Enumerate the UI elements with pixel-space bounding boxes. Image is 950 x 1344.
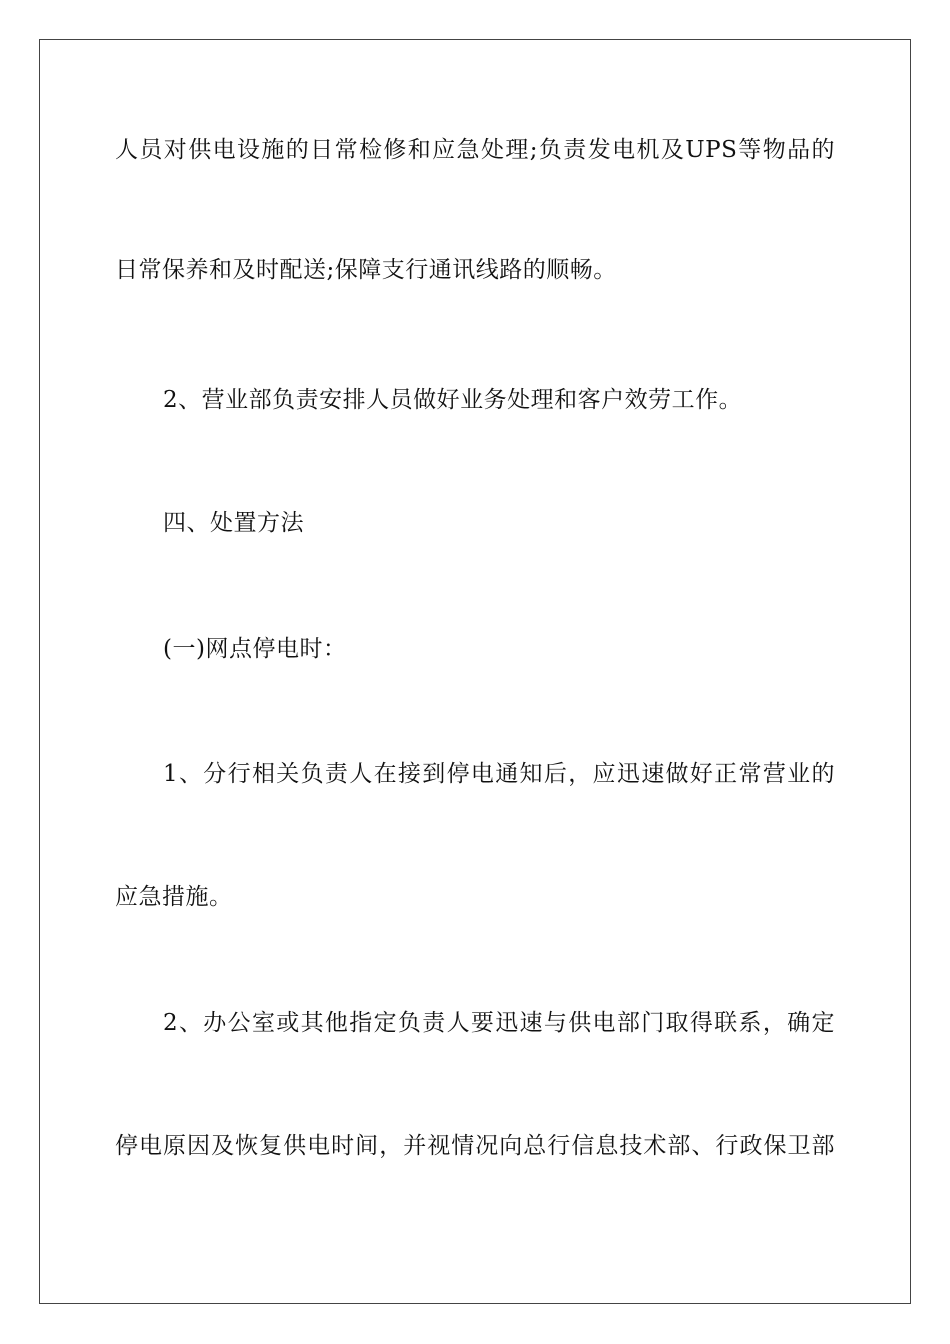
text-line-7: 应急措施。 [115,884,233,910]
page-frame [39,39,911,1304]
text-line-3: 2、营业部负责安排人员做好业务处理和客户效劳工作。 [163,387,743,413]
text-line-8: 2、办公室或其他指定负责人要迅速与供电部门取得联系，确定 [163,1010,835,1036]
subsection-heading: (一)网点停电时： [163,636,347,662]
text-line-9: 停电原因及恢复供电时间，并视情况向总行信息技术部、行政保卫部 [115,1133,835,1159]
text-line-6: 1、分行相关负责人在接到停电通知后，应迅速做好正常营业的 [163,761,835,787]
text-line-1: 人员对供电设施的日常检修和应急处理;负责发电机及UPS等物品的 [115,137,835,163]
text-line-2: 日常保养和及时配送;保障支行通讯线路的顺畅。 [115,257,617,283]
section-heading: 四、处置方法 [163,510,304,536]
